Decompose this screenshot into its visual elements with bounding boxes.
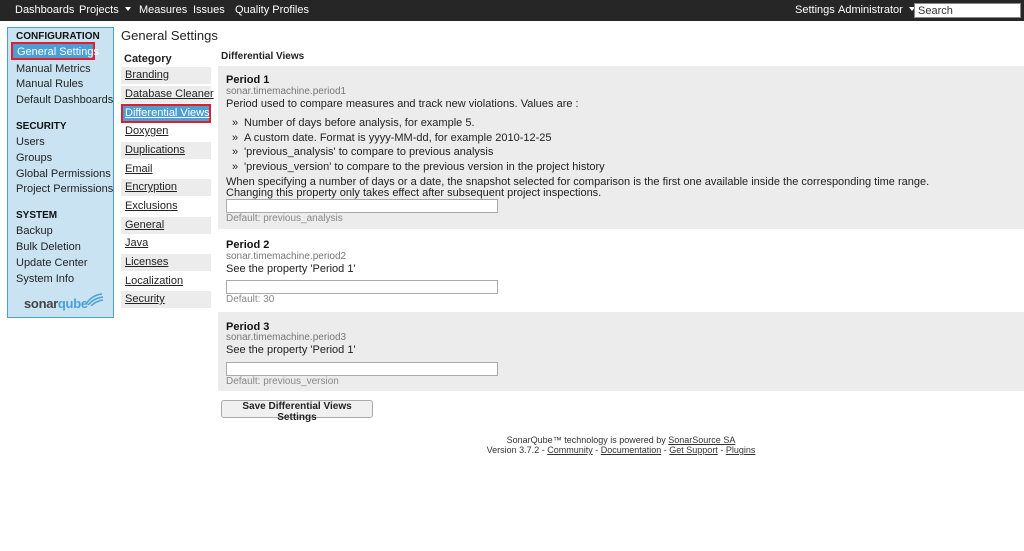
- sonarsource-link[interactable]: SonarSource SA: [668, 435, 736, 445]
- sidebar-item-default-dashboards[interactable]: Default Dashboards: [16, 94, 114, 106]
- category-differential-views[interactable]: Differential Views: [121, 104, 211, 123]
- sidebar-item-bulk-deletion[interactable]: Bulk Deletion: [16, 241, 81, 253]
- category-header: Category: [124, 53, 172, 65]
- sidebar-heading-security: SECURITY: [16, 121, 67, 132]
- list-item: » Number of days before analysis, for example 5.: [232, 117, 475, 129]
- sidebar-item-users[interactable]: Users: [16, 136, 45, 148]
- property-note: When specifying a number of days or a date, the snapshot selected for comparison is the first one available inside the corresponding time range.: [226, 176, 930, 188]
- sidebar-item-update-center[interactable]: Update Center: [16, 257, 88, 269]
- sidebar-item-general-settings[interactable]: General Settings: [11, 42, 95, 60]
- property-key: sonar.timemachine.period3: [226, 332, 347, 343]
- category-exclusions[interactable]: Exclusions: [121, 198, 211, 215]
- property-period3: [218, 312, 1024, 391]
- period2-input[interactable]: [226, 280, 498, 294]
- category-licenses[interactable]: Licenses: [121, 254, 211, 271]
- sidebar-item-manual-rules[interactable]: Manual Rules: [16, 78, 84, 90]
- nav-measures[interactable]: Measures: [139, 4, 188, 16]
- sonar-waves-icon: [84, 292, 104, 306]
- nav-settings[interactable]: Settings: [795, 4, 835, 16]
- period1-input[interactable]: [226, 199, 498, 213]
- plugins-link[interactable]: Plugins: [725, 445, 756, 455]
- search-input[interactable]: [914, 3, 1021, 18]
- property-description: Period used to compare measures and track new violations. Values are :: [226, 98, 579, 110]
- nav-administrator[interactable]: [838, 0, 915, 21]
- property-default: Default: previous_version: [226, 376, 339, 387]
- section-title: Differential Views: [221, 51, 305, 62]
- sidebar-item-groups[interactable]: Groups: [16, 152, 53, 164]
- sidebar-item-global-permissions[interactable]: Global Permissions: [16, 168, 111, 180]
- sidebar-item-backup[interactable]: Backup: [16, 225, 53, 237]
- sonarqube-logo[interactable]: [24, 292, 104, 312]
- property-period1: [218, 66, 1024, 229]
- nav-projects-label: Projects: [79, 4, 119, 16]
- property-title: Period 3: [226, 321, 270, 333]
- sidebar-heading-system: SYSTEM: [16, 210, 58, 221]
- category-encryption[interactable]: Encryption: [121, 179, 211, 196]
- footer-line-powered: SonarQube™ technology is powered by SonarSource SA: [506, 435, 736, 445]
- property-description: See the property 'Period 1': [226, 344, 356, 356]
- category-duplications[interactable]: Duplications: [121, 142, 211, 159]
- nav-administrator-label: Administrator: [838, 4, 903, 16]
- category-doxygen[interactable]: Doxygen: [121, 123, 211, 140]
- sidebar-item-manual-metrics[interactable]: Manual Metrics: [16, 63, 91, 75]
- documentation-link[interactable]: Documentation: [600, 445, 662, 455]
- get-support-link[interactable]: Get Support: [669, 445, 718, 455]
- property-default: Default: 30: [226, 294, 275, 305]
- property-key: sonar.timemachine.period1: [226, 86, 347, 97]
- sidebar-item-project-permissions[interactable]: Project Permissions: [16, 183, 114, 195]
- property-note: Changing this property only takes effect after subsequent project inspections.: [226, 187, 602, 199]
- period3-input[interactable]: [226, 362, 498, 376]
- property-description: See the property 'Period 1': [226, 263, 356, 275]
- category-database-cleaner[interactable]: Database Cleaner: [121, 86, 211, 103]
- category-branding[interactable]: Branding: [121, 67, 211, 84]
- list-item: » 'previous_version' to compare to the previous version in the project history: [232, 161, 605, 173]
- save-button[interactable]: Save Differential Views Settings: [221, 400, 373, 418]
- community-link[interactable]: Community: [547, 445, 593, 455]
- footer-line-version: Version 3.7.2 - Community - Documentation - Get Support - Plugins: [486, 445, 756, 455]
- nav-quality-profiles[interactable]: Quality Profiles: [235, 4, 309, 16]
- property-key: sonar.timemachine.period2: [226, 251, 347, 262]
- admin-sidebar: [7, 27, 114, 318]
- list-item: » 'previous_analysis' to compare to previous analysis: [232, 146, 494, 158]
- category-localization[interactable]: Localization: [121, 273, 211, 290]
- sidebar-heading-configuration: CONFIGURATION: [16, 31, 100, 42]
- sonarqube-logo-text: sonarqube: [24, 296, 88, 311]
- category-security[interactable]: Security: [121, 291, 211, 308]
- page-title: General Settings: [121, 28, 218, 43]
- nav-dashboards[interactable]: Dashboards: [15, 4, 75, 16]
- chevron-down-icon: [125, 7, 131, 11]
- list-item: » A custom date. Format is yyyy-MM-dd, for example 2010-12-25: [232, 132, 552, 144]
- nav-projects[interactable]: [79, 0, 131, 21]
- property-title: Period 1: [226, 74, 270, 86]
- category-java[interactable]: Java: [121, 235, 211, 252]
- top-navigation-bar: [0, 0, 1024, 21]
- property-default: Default: previous_analysis: [226, 213, 343, 224]
- property-period2: [218, 232, 1024, 310]
- footer: [218, 435, 1024, 455]
- sidebar-item-system-info[interactable]: System Info: [16, 273, 75, 285]
- category-general[interactable]: General: [121, 217, 211, 234]
- category-email[interactable]: Email: [121, 161, 211, 178]
- property-title: Period 2: [226, 239, 270, 251]
- nav-issues[interactable]: Issues: [193, 4, 225, 16]
